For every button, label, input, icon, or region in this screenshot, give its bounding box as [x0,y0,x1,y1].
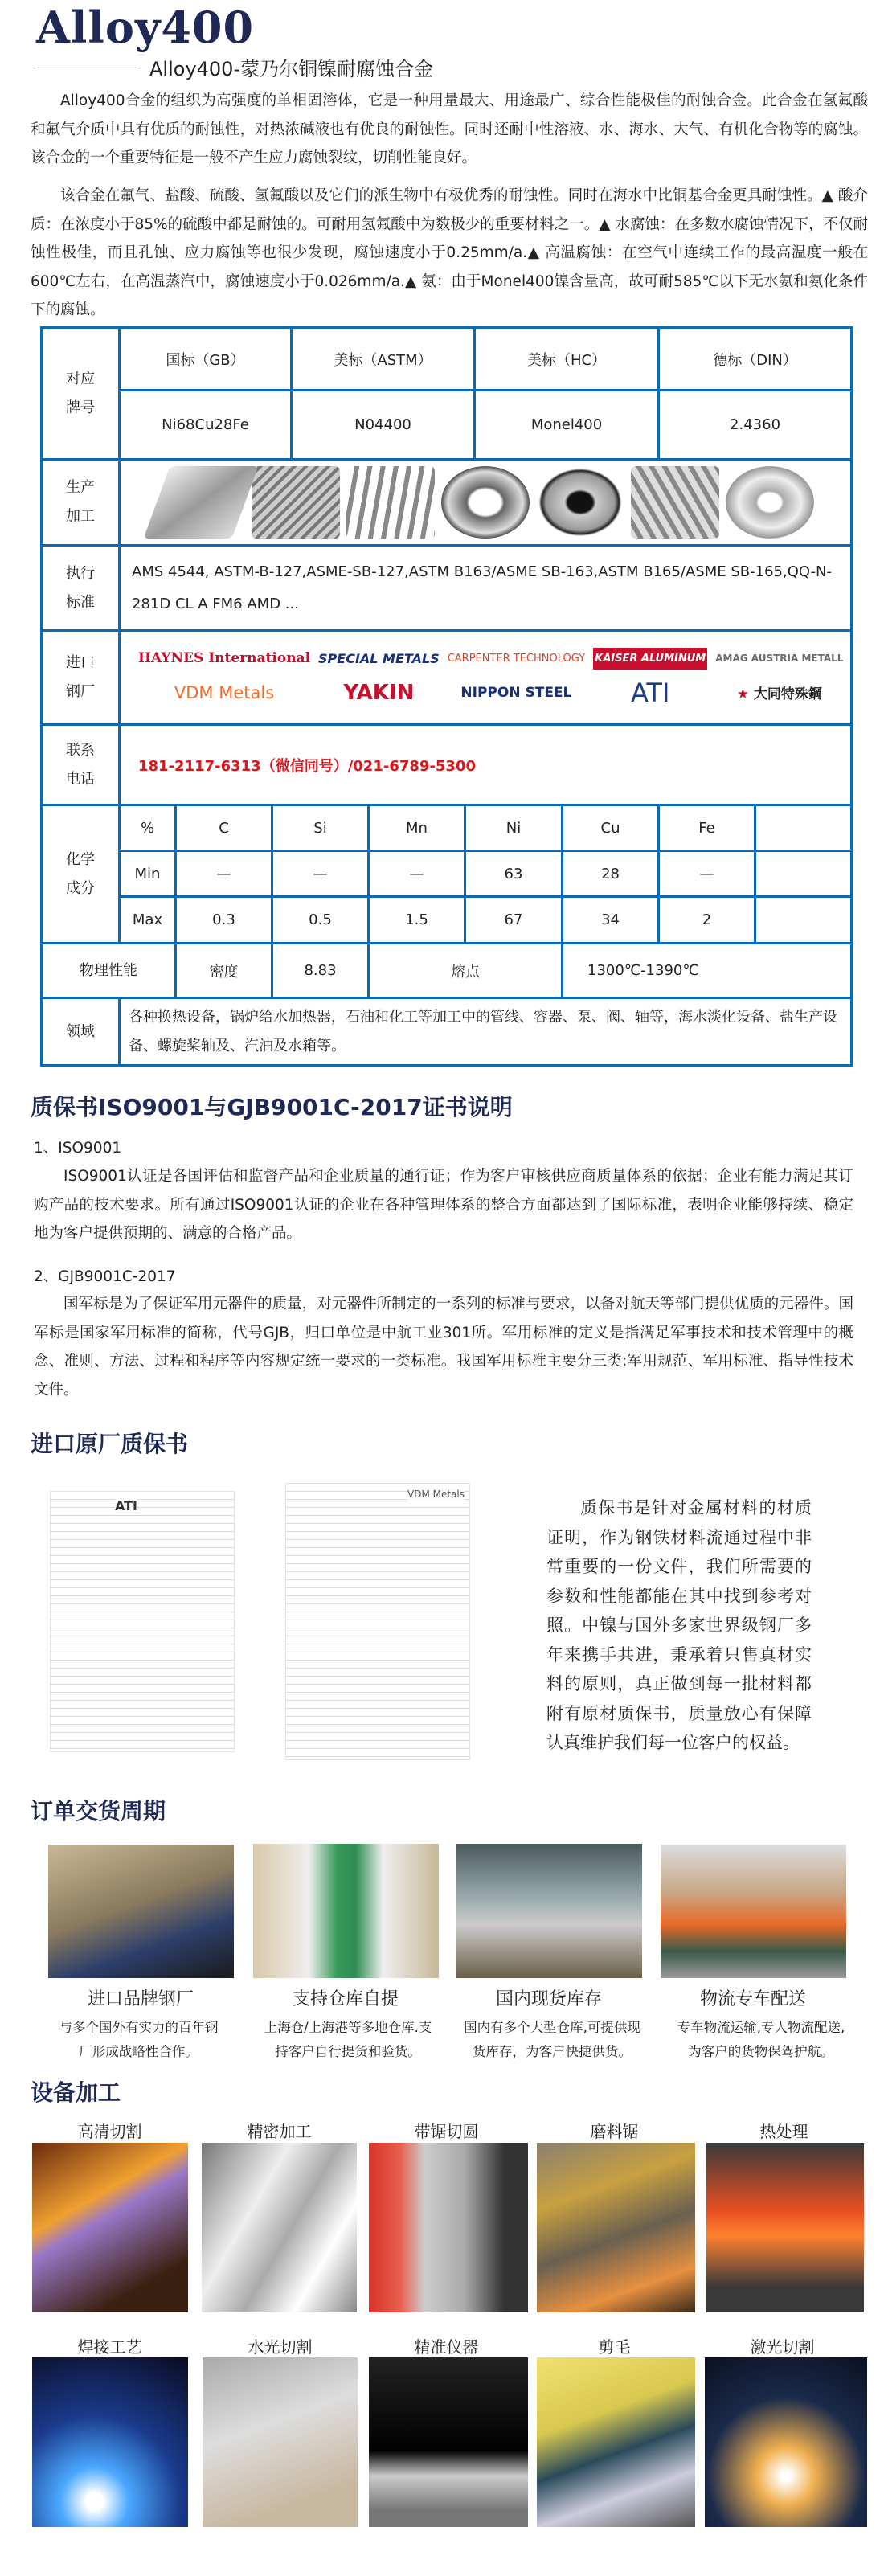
iso9001-text: ISO9001认证是各国评估和监督产品和企业质量的通行证；作为客户审核供应商质量体系的依据；企业有能力满足其订购产品的技术要求。所有通过ISO9001认证的企业在各种管理体系的整合方面都达到了国际标准，表明企业能够持续、稳定地为客户提供预期的、满意的合格产品。 [34,1168,853,1242]
chem-max-label: Max [120,897,176,944]
delivery-desc-4: 专车物流运输,专人物流配送,为客户的货物保驾护航。 [677,2020,845,2059]
delivery-desc-1: 与多个国外有实力的百年钢厂形成战略性合作。 [59,2020,219,2059]
waterjet-cutting-photo [203,2357,358,2527]
chem-min-fe: — [659,851,755,897]
bar-image [252,466,340,539]
equip-label-5: 热处理 [759,2122,808,2141]
equip-label-4: 磨料锯 [590,2122,639,2141]
logo-ati: ATI [630,677,670,708]
steel-mill-photo [48,1845,234,1978]
equipment-heading: 设备加工 [31,2079,121,2106]
grade-value-din: 2.4360 [659,391,852,460]
chem-header-cu: Cu [563,805,659,851]
chem-max-c: 0.3 [176,897,272,944]
precision-machining-photo [202,2143,357,2312]
grade-value-astm: N04400 [292,391,475,460]
delivery-title-4: 物流专车配送 [699,1989,806,2009]
melting-label: 熔点 [369,944,563,998]
grade-header-astm: 美标（ASTM） [292,328,475,391]
equip-label-1: 高清切割 [77,2122,142,2141]
mills-label: 进口 钢厂 [42,631,120,725]
vdm-certificate-image [285,1483,470,1760]
chem-min-cu: 28 [563,851,659,897]
chem-header-c: C [176,805,272,851]
grade-header-gb: 国标（GB） [120,328,292,391]
equip-label-6: 焊接工艺 [77,2337,142,2357]
grade-value-gb: Ni68Cu28Fe [120,391,292,460]
page-title: Alloy400 [36,2,255,53]
logo-carpenter: CARPENTER TECHNOLOGY [447,652,586,665]
intro-paragraph-1: Alloy400合金的组织为高强度的单相固溶体，它是一种用量最大、用途最广、综合性能极佳的耐蚀合金。此合金在氢氟酸和氟气介质中具有优质的耐蚀性，对热浓碱液也有优良的耐蚀性。同时还耐中性溶液、水、海水、大气、有机化合物等的腐蚀。该合金的一个重要特征是一般不产生应力腐蚀裂纹，切削性能良好。 [31,92,868,166]
logo-daido-text: 大同特殊鋼 [753,686,822,702]
gjb-text: 国军标是为了保证军用元器件的质量，对元器件所制定的一系列的标准与要求，以备对航天等部门提供优质的元器件。国军标是国家军用标准的简称，代号GJB，归口单位是中航工业301所。军用标准的定义是指满足军事技术和技术管理中的概念、准则、方法、过程和程序等内容规定统一要求的一类标准。我国军用标准主要分三类:军用规范、军用标准、指导性技术文件。 [34,1296,853,1399]
chem-min-c: — [176,851,272,897]
wire-spool-image [536,466,624,539]
physical-label: 物理性能 [42,944,176,998]
intro-paragraph-2: 该合金在氟气、盐酸、硫酸、氢氟酸以及它们的派生物中有极优秀的耐蚀性。同时在海水中比铜基合金更具耐蚀性。▲ 酸介质：在浓度小于85%的硫酸中都是耐蚀的。可耐用氢氟酸中为数极少的重要材料之一。▲ 水腐蚀：在多数水腐蚀情况下，不仅耐蚀性极佳，而且孔蚀、应力腐蚀等也很少发现，腐蚀速度小于0.25mm/a.▲ 高温腐蚀：在空气中连续工作的最高温度一般在600℃左右，在高温蒸汽中，腐蚀速度小于0.026mm/a.▲ 氨：由于Monel400镍含量高，故可耐585℃以下无水氨和氨化条件下的腐蚀。 [31,187,868,318]
chem-min-si: — [272,851,369,897]
chem-max-cu: 34 [563,897,659,944]
chem-max-empty [755,897,852,944]
chem-header-percent: % [120,805,176,851]
delivery-title-1: 进口品牌钢厂 [87,1989,194,2009]
chem-header-empty [755,805,852,851]
logo-kaiser: KAISER ALUMINUM [593,648,707,670]
iso9001-title: 1、ISO9001 [34,1140,122,1157]
chem-header-si: Si [272,805,369,851]
vdm-cert-logo: VDM Metals [407,1489,465,1500]
grade-header-hc: 美标（HC） [475,328,659,391]
chem-min-label: Min [120,851,176,897]
domain-label: 领域 [42,998,120,1066]
logo-amag: AMAG AUSTRIA METALL [715,653,844,664]
domain-text: 各种换热设备，锅炉给水加热器，石油和化工等加工中的管线、容器、泵、阀、轴等，海水淡化设备、盐生产设备、螺旋桨轴及、汽油及水箱等。 [120,998,852,1066]
warehouse-photo [253,1844,439,1978]
ati-certificate-image [50,1491,235,1752]
chem-min-empty [755,851,852,897]
stock-photo [456,1844,642,1978]
mill-logos [120,631,852,725]
band-saw-photo [369,2143,528,2312]
equip-label-2: 精密加工 [247,2122,312,2141]
chem-min-ni: 63 [465,851,563,897]
melting-value: 1300℃-1390℃ [563,944,852,998]
product-images [120,460,852,546]
standards-text: AMS 4544, ASTM-B-127,ASME-SB-127,ASTM B163/ASME SB-163,ASTM B165/ASME SB-165,QQ-N-281D CL A FM6 AMD ... [120,546,852,631]
logistics-photo [661,1845,846,1978]
contact-label: 联系 电话 [42,725,120,805]
chem-header-ni: Ni [465,805,563,851]
gjb-title: 2、GJB9001C-2017 [34,1268,176,1285]
logo-yakin: YAKIN [343,680,415,705]
equip-label-8: 精准仪器 [414,2337,479,2357]
density-label: 密度 [176,944,272,998]
chem-max-si: 0.5 [272,897,369,944]
fasteners-image [631,466,719,539]
delivery-desc-3: 国内有多个大型仓库,可提供现货库存，为客户快捷供货。 [464,2020,640,2059]
logo-haynes: HAYNES International [138,650,311,666]
grades-label: 对应 牌号 [42,328,120,460]
standards-label: 执行 标准 [42,546,120,631]
chem-header-fe: Fe [659,805,755,851]
density-value: 8.83 [272,944,369,998]
grade-value-hc: Monel400 [475,391,659,460]
delivery-heading: 订单交货周期 [31,1798,166,1824]
grade-header-din: 德标（DIN） [659,328,852,391]
cert-section-heading: 质保书ISO9001与GJB9001C-2017证书说明 [31,1094,513,1120]
delivery-desc-2: 上海仓/上海港等多地仓库.支持客户自行提货和验货。 [264,2020,432,2059]
contact-phone[interactable]: 181-2117-6313（微信同号）/021-6789-5300 [120,725,852,805]
chem-max-fe: 2 [659,897,755,944]
page-subtitle: Alloy400-蒙乃尔铜镍耐腐蚀合金 [149,58,434,80]
flanges-image [726,466,814,539]
plate-image [144,466,259,539]
equip-label-3: 带锯切圆 [414,2122,479,2141]
mill-cert-heading: 进口原厂质保书 [31,1431,189,1457]
ati-cert-logo: ATI [115,1498,138,1513]
chem-max-ni: 67 [465,897,563,944]
logo-nippon-steel: NIPPON STEEL [460,684,572,701]
heat-treatment-photo [706,2143,864,2312]
chem-header-mn: Mn [369,805,465,851]
equip-label-7: 水光切割 [248,2337,313,2357]
logo-special-metals: SPECIAL METALS [318,650,440,666]
welding-photo [32,2357,188,2527]
abrasive-saw-photo [537,2143,695,2312]
spec-table [40,326,853,1067]
chem-min-mn: — [369,851,465,897]
logo-daido: ★ 大同特殊鋼 [736,686,822,702]
laser-cutting-photo [705,2357,867,2527]
mill-cert-description: 质保书是针对金属材料的材质证明，作为钢铁材料流通过程中非常重要的一份文件，我们所需要的参数和性能都能在其中找到参考对照。中镍与国外多家世界级钢厂多年来携手共进，秉承着只售真材实料的原则，真正做到每一批材料都附有原材质保书，质量放心有保障认真维护我们每一位客户的权益。 [546,1498,812,1752]
delivery-title-3: 国内现货库存 [495,1989,602,2009]
strip-coil-image [441,466,530,539]
precision-instrument-photo [369,2357,528,2527]
chem-max-mn: 1.5 [369,897,465,944]
equip-label-10: 激光切割 [750,2337,815,2357]
delivery-title-2: 支持仓库自提 [292,1989,399,2009]
equip-label-9: 剪毛 [598,2337,631,2357]
production-label: 生产 加工 [42,460,120,546]
logo-vdm: VDM Metals [174,682,275,702]
hd-cutting-photo [32,2143,188,2312]
deburring-photo [537,2357,695,2527]
chem-label: 化学 成分 [42,805,120,944]
tube-image [346,466,435,539]
